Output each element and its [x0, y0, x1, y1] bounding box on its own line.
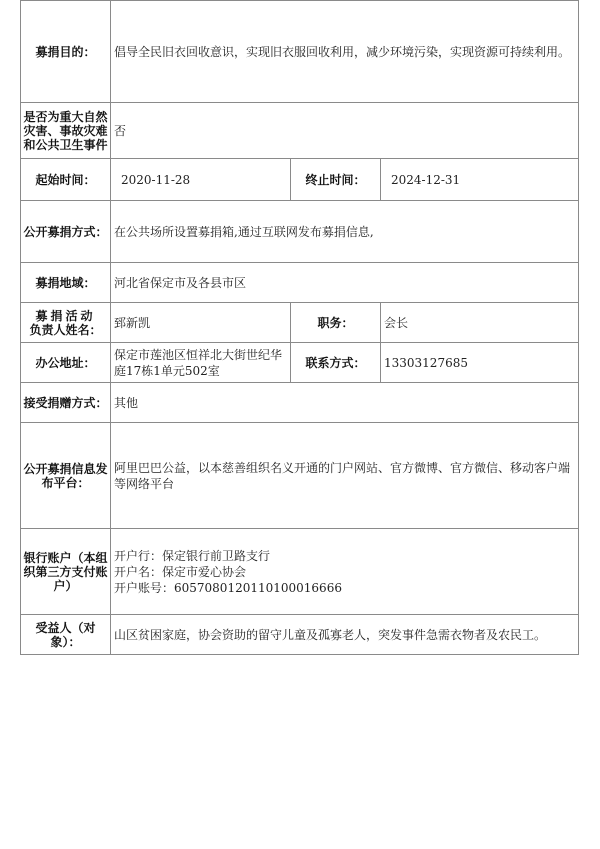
end-date-value: 2024-12-31 — [381, 159, 579, 201]
donation-method-label: 接受捐赠方式： — [21, 383, 111, 423]
end-date-label: 终止时间： — [291, 159, 381, 201]
row-donation-method — [21, 383, 579, 423]
disaster-value: 否 — [111, 103, 579, 159]
row-office — [21, 343, 579, 383]
bank-value — [111, 529, 579, 615]
office-value: 保定市莲池区恒祥北大街世纪华庭17栋1单元502室 — [111, 343, 291, 383]
method-label: 公开募捐方式： — [21, 201, 111, 263]
purpose-value: 倡导全民旧衣回收意识，实现旧衣服回收利用，减少环境污染，实现资源可持续利用。 — [111, 1, 579, 103]
row-purpose — [21, 1, 579, 103]
row-dates — [21, 159, 579, 201]
row-leader — [21, 303, 579, 343]
bank-label: 银行账户（本组织第三方支付账户） — [21, 529, 111, 615]
office-label: 办公地址： — [21, 343, 111, 383]
row-bank — [21, 529, 579, 615]
start-date-value: 2020-11-28 — [111, 159, 291, 201]
row-disaster — [21, 103, 579, 159]
platform-value: 阿里巴巴公益，以本慈善组织名义开通的门户网站、官方微博、官方微信、移动客户端等网络平台 — [111, 423, 579, 529]
fundraising-info-table — [20, 0, 579, 655]
region-value: 河北省保定市及各县市区 — [111, 263, 579, 303]
leader-label — [21, 303, 111, 343]
row-region — [21, 263, 579, 303]
account-number-line: 开户账号：605708012011010001666​6 — [114, 580, 342, 595]
beneficiary-value: 山区贫困家庭，协会资助的留守儿童及孤寡老人，突发事件急需衣物者及农民工。 — [111, 615, 579, 655]
account-name-line: 开户名：保定市爱心协会 — [114, 564, 247, 579]
position-label: 职务： — [291, 303, 381, 343]
row-platform — [21, 423, 579, 529]
row-beneficiary — [21, 615, 579, 655]
leader-name-value: 郅新凯 — [111, 303, 291, 343]
purpose-label: 募捐目的： — [21, 1, 111, 103]
beneficiary-label: 受益人（对象）： — [21, 615, 111, 655]
bank-name-line: 开户行：保定银行前卫路支行 — [114, 548, 271, 563]
donation-method-value: 其他 — [111, 383, 579, 423]
leader-label-line1: 募捐活动 — [35, 308, 96, 323]
row-method — [21, 201, 579, 263]
contact-label: 联系方式： — [291, 343, 381, 383]
platform-label: 公开募捐信息发布平台： — [21, 423, 111, 529]
start-date-label: 起始时间： — [21, 159, 111, 201]
position-value: 会长 — [381, 303, 579, 343]
leader-label-line2: 负责人姓名： — [29, 322, 102, 337]
method-value: 在公共场所设置募捐箱,通过互联网发布募捐信息, — [111, 201, 579, 263]
disaster-label: 是否为重大自然灾害、事故灾难和公共卫生事件 — [21, 103, 111, 159]
contact-value: 13303127685 — [381, 343, 579, 383]
region-label: 募捐地域： — [21, 263, 111, 303]
